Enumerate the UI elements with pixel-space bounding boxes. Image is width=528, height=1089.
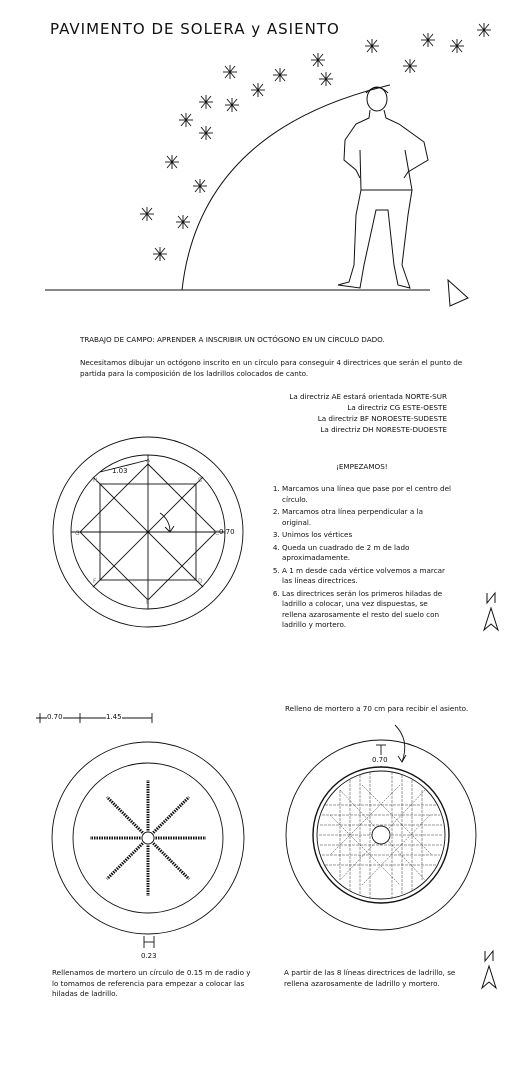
cursor-arrow-icon [448,280,468,306]
vertex-label-c: C [215,530,220,537]
step-item: 3. Unimos los vértices [282,530,454,541]
intro-heading: TRABAJO DE CAMPO: APRENDER A INSCRIBIR UN OCTÓGONO EN UN CÍRCULO DADO. [80,335,385,344]
stars-group [140,23,491,261]
header-illustration [45,23,491,306]
dim-label-top: 1.03 [112,467,128,475]
step-item: 5. A 1 m desde cada vértice volvemos a marcar las líneas directrices. [282,566,454,587]
vertex-label-h: H [93,477,98,484]
dim-label-diagram3: 0.70 [372,756,388,764]
dim-label-145: 1.45 [106,713,122,721]
dim-label-right: 0.70 [219,528,235,536]
directriz-cg: La directriz CG ESTE-OESTE [347,403,447,412]
dim-label-023: 0.23 [141,952,157,960]
caption-right: A partir de las 8 líneas directrices de ladrillo, se rellena azarosamente de ladrillo y mortero. [284,968,456,988]
vertex-label-e: E [146,599,150,606]
vertex-label-f: F [93,578,97,585]
directriz-ae: La directriz AE estará orientada NORTE-SUR [289,392,447,401]
caption-left: Rellenamos de mortero un círculo de 0.15 m de radio y lo tomamos de referencia para empezar a colocar las hiladas de ladrillo. [52,968,251,998]
step-item: 6. Las directrices serán los primeros hiladas de ladrillo a colocar, una vez dispuestas, se rellena azarosamente el resto del suelo con ladrillo y mortero. [282,589,454,631]
directriz-dh: La directriz DH NORESTE-DUOESTE [320,425,447,434]
step-item: 4. Queda un cuadrado de 2 m de lado aproximadamente. [282,543,454,564]
vertex-label-g: G [75,530,80,537]
step-item: 1. Marcamos una línea que pase por el centro del círculo. [282,484,454,505]
center-circle [372,826,390,844]
vertex-label-a: A [146,457,151,464]
person-figure [338,87,428,288]
north-arrow-icon-2 [482,951,496,988]
arc-line [182,85,390,290]
step-item: 2. Marcamos otra línea perpendicular a la original. [282,507,454,528]
vertex-label-b: B [198,477,203,484]
page-title: PAVIMENTO DE SOLERA y ASIENTO [50,20,340,38]
dim-label-070: 0.70 [47,713,63,721]
steps-list [264,484,454,633]
intro-text: Necesitamos dibujar un octógono inscrito en un círculo para conseguir 4 directrices que serán el punto de partida para la composición de los ladrillos colocados de canto. [80,358,463,378]
mortar-center [142,832,154,844]
directriz-bf: La directriz BF NOROESTE-SUDESTE [317,414,447,423]
north-arrow-icon [484,593,498,630]
empezamos-heading: ¡EMPEZAMOS! [336,462,388,471]
mortar-callout: Relleno de mortero a 70 cm para recibir el asiento. [285,704,469,713]
vertex-label-d: D [198,578,203,585]
